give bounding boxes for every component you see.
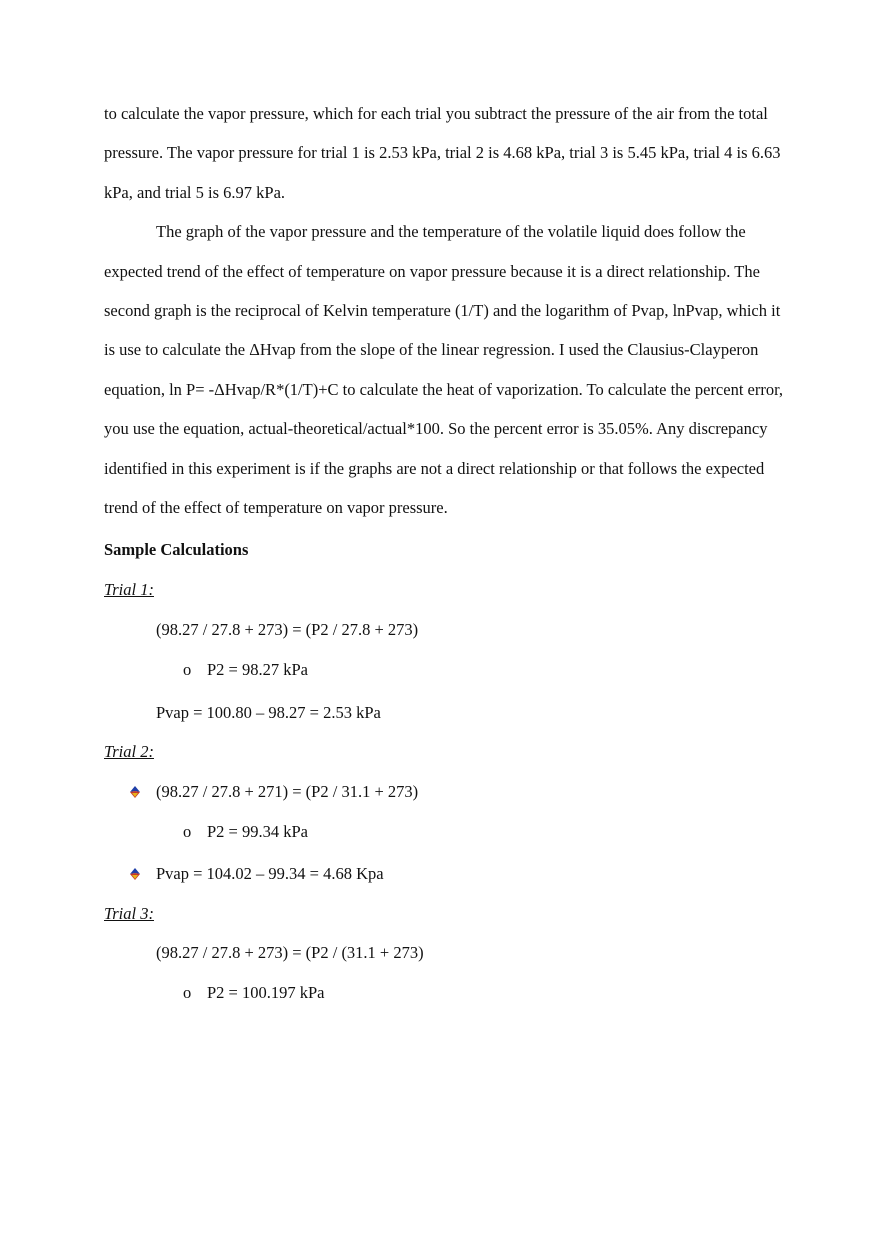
trial-3-p2: P2 = 100.197 kPa bbox=[207, 983, 325, 1002]
trial-3-label: Trial 3: bbox=[104, 904, 154, 923]
section-heading: Sample Calculations bbox=[104, 540, 249, 559]
paragraph-1: to calculate the vapor pressure, which for each trial you subtract the pressure of the air from the total pressure. The vapor pressure for trial 1 is 2.53 kPa, trial 2 is 4.68 kPa, trial 3 is 5.45 kPa, trial 4 is 6.63 kPa, and trial 5 is 6.97 kPa. bbox=[104, 104, 781, 202]
trial-2-equation: (98.27 / 27.8 + 271) = (P2 / 31.1 + 273) bbox=[156, 782, 419, 801]
paragraph-2: The graph of the vapor pressure and the temperature of the volatile liquid does follow the expected trend of the effect of temperature on vapor pressure because it is a direct relationship. The second graph is the reciprocal of Kelvin temperature (1/T) and the logarithm of Pvap, lnPvap, which it is use to calculate the ΔHvap from the slope of the linear regression. I used the Clausius-Clayperon equation, ln P= -ΔHvap/R*(1/T)+C to calculate the heat of vaporization. To calculate the percent error, you use the equation, actual-theoretical/actual*100. So the percent error is 35.05%. Any discrepancy identified in this experiment is if the graphs are not a direct relationship or that follows the expected trend of the effect of temperature on vapor pressure. bbox=[104, 222, 784, 518]
circle-bullet-icon: o bbox=[183, 983, 192, 1002]
trial-1-equation: (98.27 / 27.8 + 273) = (P2 / 27.8 + 273) bbox=[156, 620, 419, 639]
arrow-bullet-icon bbox=[128, 785, 142, 799]
circle-bullet-icon: o bbox=[183, 822, 192, 841]
trial-3-equation: (98.27 / 27.8 + 273) = (P2 / (31.1 + 273) bbox=[156, 943, 424, 962]
trial-1-label: Trial 1: bbox=[104, 580, 154, 599]
body-text bbox=[104, 94, 784, 527]
trial-2-label: Trial 2: bbox=[104, 742, 154, 761]
trial-2-p2: P2 = 99.34 kPa bbox=[207, 822, 308, 841]
trial-3-result bbox=[183, 983, 324, 1003]
circle-bullet-icon: o bbox=[183, 660, 192, 679]
trial-1-result bbox=[183, 660, 308, 680]
trial-2-result bbox=[183, 822, 308, 842]
trial-1-p2: P2 = 98.27 kPa bbox=[207, 660, 308, 679]
trial-1-pvap: Pvap = 100.80 – 98.27 = 2.53 kPa bbox=[156, 703, 381, 722]
trial-2-pvap: Pvap = 104.02 – 99.34 = 4.68 Kpa bbox=[156, 864, 384, 883]
arrow-bullet-icon bbox=[128, 867, 142, 881]
